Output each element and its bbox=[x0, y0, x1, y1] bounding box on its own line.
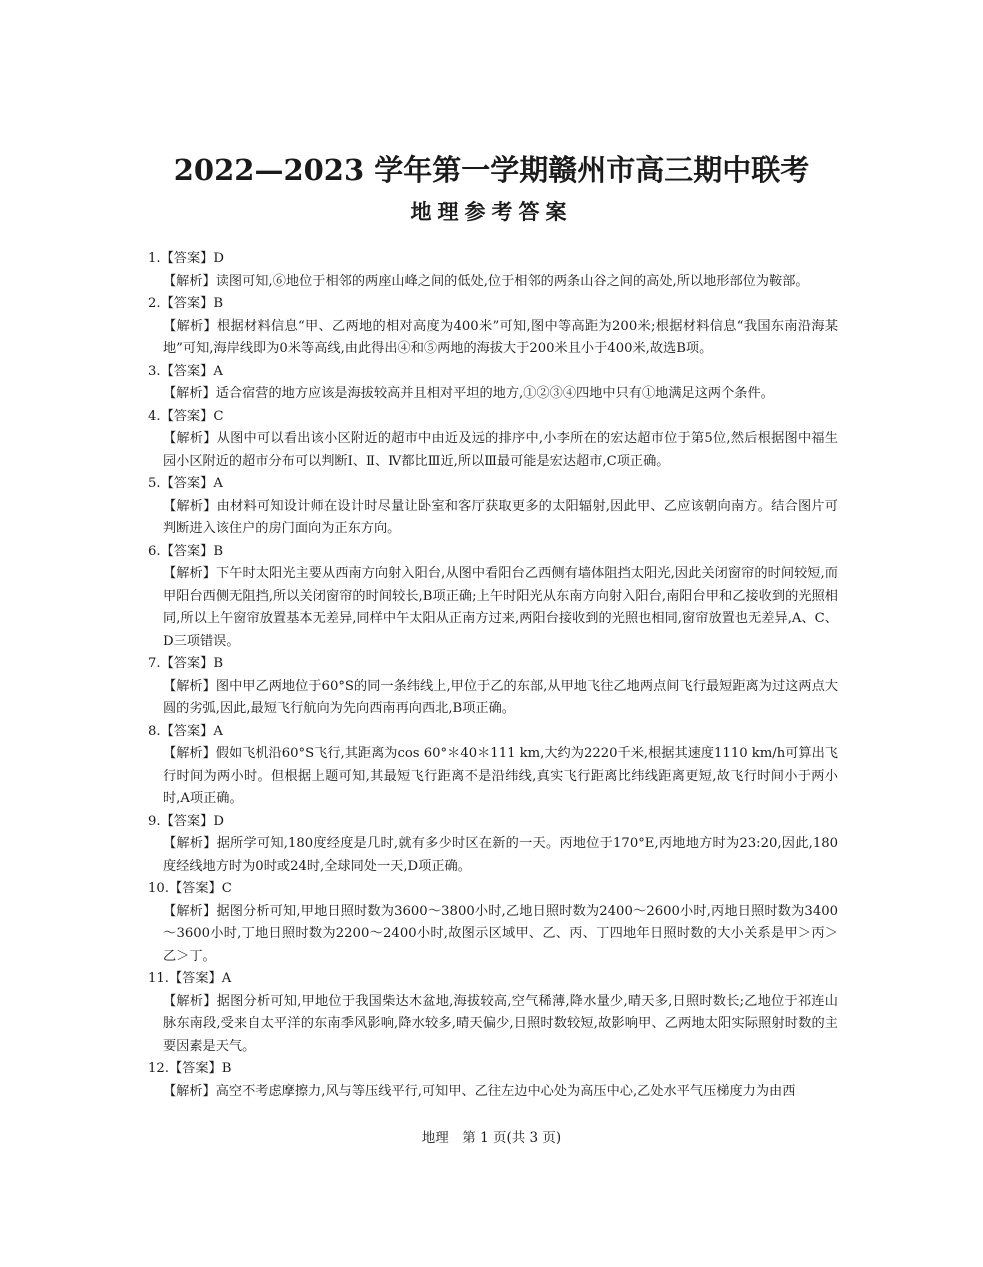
analysis-text: 读图可知,⑥地位于相邻的两座山峰之间的低处,位于相邻的两条山谷之间的高处,所以地形部位为鞍部。 bbox=[215, 273, 809, 289]
analysis-tag: 【解析】 bbox=[163, 431, 217, 446]
analysis-paragraph bbox=[163, 743, 838, 811]
answer-letter: A bbox=[221, 971, 232, 986]
answer-item bbox=[148, 653, 838, 721]
answer-letter: B bbox=[213, 656, 224, 671]
answer-item bbox=[148, 541, 838, 654]
answer-item bbox=[148, 293, 838, 361]
analysis-paragraph bbox=[163, 991, 838, 1059]
answer-line bbox=[148, 361, 838, 384]
answer-tag: 【答案】 bbox=[160, 251, 214, 266]
answer-item bbox=[148, 878, 838, 968]
analysis-tag: 【解析】 bbox=[163, 318, 217, 334]
analysis-text: 据图分析可知,甲地位于我国柴达木盆地,海拔较高,空气稀薄,降水量少,晴天多,日照时数长;乙地位于祁连山脉东南段,受来自太平洋的东南季风影响,降水较多,晴天偏少,日照时数较短,故影响甲、乙两地太阳实际照射时数的主要因素是天气。 bbox=[163, 993, 838, 1054]
analysis-paragraph bbox=[163, 901, 838, 969]
answer-letter: C bbox=[213, 408, 224, 424]
answer-tag: 【答案】 bbox=[160, 408, 214, 424]
answer-line bbox=[148, 1058, 838, 1081]
question-number: 8. bbox=[148, 723, 161, 739]
analysis-paragraph bbox=[163, 563, 838, 653]
analysis-text: 假如飞机沿60°S飞行,其距离为cos 60°＊40＊111 km,大约为2220千米,根据其速度1110 km/h可算出飞行时间为两小时。但根据上题可知,其最短飞行距离不是沿纬线,真实飞行距离比纬线距离更短,故飞行时间小于两小时,A项正确。 bbox=[163, 746, 838, 806]
answer-tag: 【答案】 bbox=[160, 813, 214, 829]
answer-line bbox=[148, 541, 838, 564]
answer-line bbox=[148, 653, 838, 676]
analysis-paragraph bbox=[163, 496, 838, 541]
answer-tag: 【答案】 bbox=[168, 881, 222, 896]
analysis-text: 下午时太阳光主要从西南方向射入阳台,从图中看阳台乙西侧有墙体阻挡太阳光,因此关闭窗帘的时间较短,而甲阳台西侧无阻挡,所以关闭窗帘的时间较长,B项正确;上午时阳光从东南方向射入阳台,南阳台甲和乙接收到的光照相同,所以上午窗帘放置基本无差异,同样中午太阳从正南方过来,两阳台接收到的光照也相同,窗帘放置也无差异,A、C、D三项错误。 bbox=[163, 566, 838, 649]
analysis-tag: 【解析】 bbox=[163, 746, 216, 761]
page-footer: 地理 第 1 页(共 3 页) bbox=[421, 1130, 562, 1146]
answer-letter: B bbox=[213, 543, 224, 559]
answer-letter: A bbox=[213, 723, 223, 739]
document-subtitle: 地理参考答案 bbox=[410, 200, 573, 224]
analysis-tag: 【解析】 bbox=[163, 566, 216, 581]
question-number: 6. bbox=[148, 543, 161, 559]
analysis-paragraph bbox=[163, 833, 838, 878]
analysis-tag: 【解析】 bbox=[163, 678, 216, 694]
analysis-tag: 【解析】 bbox=[163, 836, 217, 851]
question-number: 4. bbox=[148, 408, 161, 424]
answer-line bbox=[148, 878, 838, 901]
answer-item bbox=[148, 406, 838, 474]
analysis-paragraph bbox=[163, 1081, 838, 1104]
question-number: 2. bbox=[148, 296, 161, 311]
answer-line bbox=[148, 293, 838, 316]
answer-item bbox=[148, 968, 838, 1058]
answer-line bbox=[148, 406, 838, 429]
answer-tag: 【答案】 bbox=[160, 723, 214, 739]
answer-letter: D bbox=[213, 813, 224, 829]
answer-item bbox=[148, 248, 838, 293]
analysis-text: 由材料可知设计师在设计时尽量让卧室和客厅获取更多的太阳辐射,因此甲、乙应该朝向南方。结合图片可判断进入该住户的房门面向为正东方向。 bbox=[163, 498, 838, 536]
analysis-tag: 【解析】 bbox=[163, 1083, 216, 1099]
analysis-text: 高空不考虑摩擦力,风与等压线平行,可知甲、乙往左边中心处为高压中心,乙处水平气压梯度力为由西 bbox=[215, 1083, 796, 1099]
analysis-text: 从图中可以看出该小区附近的超市中由近及远的排序中,小李所在的宏达超市位于第5位,然后根据图中福生园小区附近的超市分布可以判断Ⅰ、Ⅱ、Ⅳ都比Ⅲ近,所以Ⅲ最可能是宏达超市,C项正确。 bbox=[163, 431, 838, 469]
answer-item bbox=[148, 361, 838, 406]
analysis-tag: 【解析】 bbox=[163, 273, 216, 289]
question-number: 5. bbox=[148, 476, 161, 491]
analysis-text: 图中甲乙两地位于60°S的同一条纬线上,甲位于乙的东部,从甲地飞往乙地两点间飞行最短距离为过这两点大圆的劣弧,因此,最短飞行航向为先向西南再向西北,B项正确。 bbox=[163, 678, 839, 716]
analysis-paragraph bbox=[163, 271, 838, 294]
analysis-text: 根据材料信息“甲、乙两地的相对高度为400米”可知,图中等高距为200米;根据材料信息“我国东南沿海某地”可知,海岸线即为0米等高线,由此得出④和⑤两地的海拔大于200米且小于400米,故选B项。 bbox=[163, 318, 839, 356]
answer-item bbox=[148, 1058, 838, 1103]
answer-line bbox=[148, 248, 838, 271]
analysis-paragraph bbox=[163, 383, 838, 406]
analysis-text: 据图分析可知,甲地日照时数为3600～3800小时,乙地日照时数为2400～2600小时,丙地日照时数为3400～3600小时,丁地日照时数为2200～2400小时,故图示区域甲、乙、丙、丁四地年日照时数的大小关系是甲＞丙＞乙＞丁。 bbox=[163, 903, 838, 964]
answer-letter: A bbox=[213, 363, 223, 379]
question-number: 9. bbox=[148, 813, 161, 829]
analysis-text: 适合宿营的地方应该是海拔较高并且相对平坦的地方,①②③④四地中只有①地满足这两个条件。 bbox=[215, 386, 774, 401]
question-number: 3. bbox=[148, 363, 161, 379]
question-number: 11. bbox=[148, 971, 169, 986]
analysis-text: 据所学可知,180度经度是几时,就有多少时区在新的一天。丙地位于170°E,丙地地方时为23:20,因此,180度经线地方时为0时或24时,全球同处一天,D项正确。 bbox=[163, 836, 838, 874]
answer-tag: 【答案】 bbox=[160, 476, 214, 491]
question-number: 7. bbox=[148, 656, 161, 671]
answer-tag: 【答案】 bbox=[168, 1061, 222, 1076]
answer-line bbox=[148, 473, 838, 496]
question-number: 12. bbox=[148, 1061, 169, 1076]
answer-tag: 【答案】 bbox=[160, 296, 214, 311]
answer-line bbox=[148, 968, 838, 991]
answer-letter: A bbox=[213, 476, 223, 491]
answer-list bbox=[148, 248, 838, 1103]
answer-letter: D bbox=[213, 251, 224, 266]
answer-letter: B bbox=[213, 296, 224, 311]
question-number: 1. bbox=[148, 251, 161, 266]
answer-item bbox=[148, 473, 838, 541]
analysis-tag: 【解析】 bbox=[163, 386, 216, 401]
answer-item bbox=[148, 811, 838, 879]
answer-tag: 【答案】 bbox=[168, 971, 222, 986]
answer-tag: 【答案】 bbox=[160, 656, 214, 671]
answer-tag: 【答案】 bbox=[160, 543, 214, 559]
analysis-tag: 【解析】 bbox=[163, 498, 217, 514]
answer-item bbox=[148, 721, 838, 811]
answer-line bbox=[148, 721, 838, 744]
answer-line bbox=[148, 811, 838, 834]
analysis-paragraph bbox=[163, 316, 838, 361]
analysis-tag: 【解析】 bbox=[163, 903, 217, 919]
analysis-paragraph bbox=[163, 428, 838, 473]
analysis-paragraph bbox=[163, 676, 838, 721]
document-title: 2022—2023 学年第一学期赣州市高三期中联考 bbox=[173, 153, 810, 187]
question-number: 10. bbox=[148, 881, 169, 896]
analysis-tag: 【解析】 bbox=[163, 993, 217, 1009]
answer-letter: C bbox=[221, 881, 232, 896]
answer-tag: 【答案】 bbox=[160, 363, 214, 379]
answer-letter: B bbox=[221, 1061, 232, 1076]
